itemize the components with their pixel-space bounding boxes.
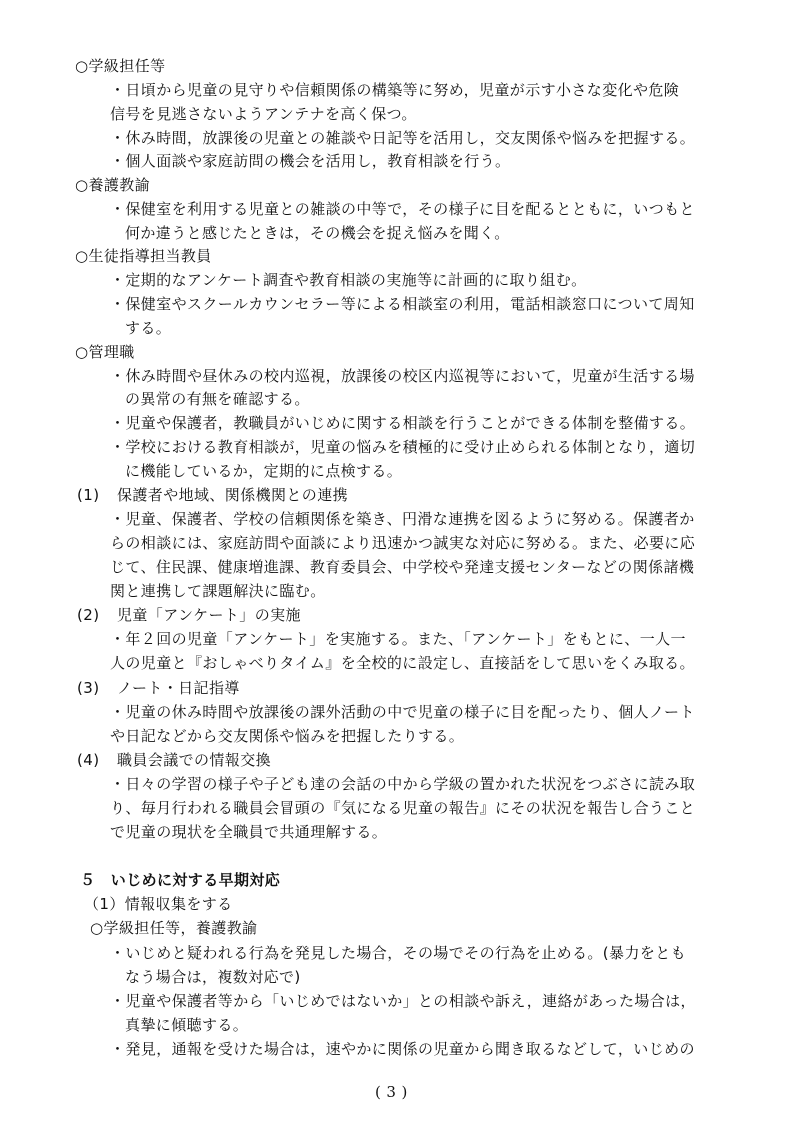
text-line: ・休み時間，放課後の児童との雑談や日記等を活用し，交友関係や悩みを把握する。 <box>110 129 696 147</box>
text-line: ・個人面談や家庭訪問の機会を活用し，教育相談を行う。 <box>110 152 511 170</box>
text-line: ・日々の学習の様子や子ども達の会話の中から学級の置かれた状況をつぶさに読み取 <box>110 775 696 793</box>
subsection-heading: （1）情報収集をする <box>84 895 233 913</box>
text-line: 信号を見逃さないようアンテナを高く保つ。 <box>110 105 417 123</box>
section-title: ノート・日記指導 <box>117 679 240 697</box>
text-line: ・保健室を利用する児童との雑談の中等で，その様子に目を配るとともに，いつもと <box>110 200 695 218</box>
text-line: じて、住民課、健康増進課、教育委員会、中学校や発達支援センターなどの関係諸機 <box>110 558 695 576</box>
text-line: で児童の現状を全職員で共通理解する。 <box>110 823 388 841</box>
text-line: ・児童や保護者，教職員がいじめに関する相談を行うことができる体制を整備する。 <box>110 414 696 432</box>
text-line: 何か違うと感じたときは，その機会を捉え悩みを聞く。 <box>125 224 510 242</box>
role-heading: ○学級担任等，養護教諭 <box>90 919 258 937</box>
text-line: ・定期的なアンケート調査や教育相談の実施等に計画的に取り組む。 <box>110 271 587 289</box>
text-line: 人の児童と『おしゃべりタイム』を全校的に設定し、直接話をして思いをくみ取る。 <box>110 654 695 672</box>
text-line: ・日頃から児童の見守りや信頼関係の構築等に努め，児童が示す小さな変化や危険 <box>110 81 680 99</box>
section-title: 児童「アンケート」の実施 <box>117 606 301 624</box>
text-line: ・児童や保護者等から「いじめではないか」との相談や訴え，連絡があった場合は， <box>110 992 696 1010</box>
text-line: なう場合は，複数対応で) <box>125 968 301 986</box>
text-line: ・いじめと疑われる行為を発見した場合，その場でその行為を止める。(暴力をとも <box>110 944 687 962</box>
role-heading-guidance: ○生徒指導担当教員 <box>75 247 212 265</box>
section-number: (4) <box>77 751 100 769</box>
text-line: に機能しているか，定期的に点検する。 <box>125 462 403 480</box>
text-line: の異常の有無を確認する。 <box>125 390 310 408</box>
text-line: らの相談には、家庭訪問や面談により迅速かつ誠実な対応に努める。また、必要に応 <box>110 534 696 552</box>
text-line: ・保健室やスクールカウンセラー等による相談室の利用，電話相談窓口について周知 <box>110 295 695 313</box>
page-number: ( 3 ) <box>375 1083 408 1101</box>
text-line: ・児童の休み時間や放課後の課外活動の中で児童の様子に目を配ったり、個人ノート <box>110 703 695 721</box>
text-line: 真摯に傾聴する。 <box>125 1016 249 1034</box>
text-line: する。 <box>125 319 172 337</box>
section-heading: ５ いじめに対する早期対応 <box>80 871 281 889</box>
text-line: ・児童、保護者、学校の信頼関係を築き、円滑な連携を図るように努める。保護者か <box>110 510 695 528</box>
role-heading-nurse: ○養護教諭 <box>75 176 151 194</box>
section-title: 職員会議での情報交換 <box>117 751 272 769</box>
text-line: ・学校における教育相談が，児童の悩みを積極的に受け止められる体制となり，適切 <box>110 438 696 456</box>
section-number: (3) <box>77 679 100 697</box>
section-title: 保護者や地域、関係機関との連携 <box>117 486 349 504</box>
section-number: (2) <box>77 606 100 624</box>
text-line: ・発見，通報を受けた場合は，速やかに関係の児童から聞き取るなどして，いじめの <box>110 1040 695 1058</box>
text-line: ・休み時間や昼休みの校内巡視，放課後の校区内巡視等において，児童が生活する場 <box>110 367 695 385</box>
text-line: 関と連携して課題解決に臨む。 <box>110 582 326 600</box>
text-line: り、毎月行われる職員会冒頭の『気になる児童の報告』にその状況を報告し合うこと <box>110 799 696 817</box>
text-line: や日記などから交友関係や悩みを把握したりする。 <box>110 727 465 745</box>
role-heading-management: ○管理職 <box>75 343 135 361</box>
role-heading-homeroom: ○学級担任等 <box>75 57 166 75</box>
text-line: ・年２回の児童「アンケート」を実施する。また、「アンケート」をもとに、一人一 <box>110 630 686 648</box>
section-number: (1) <box>77 486 100 504</box>
